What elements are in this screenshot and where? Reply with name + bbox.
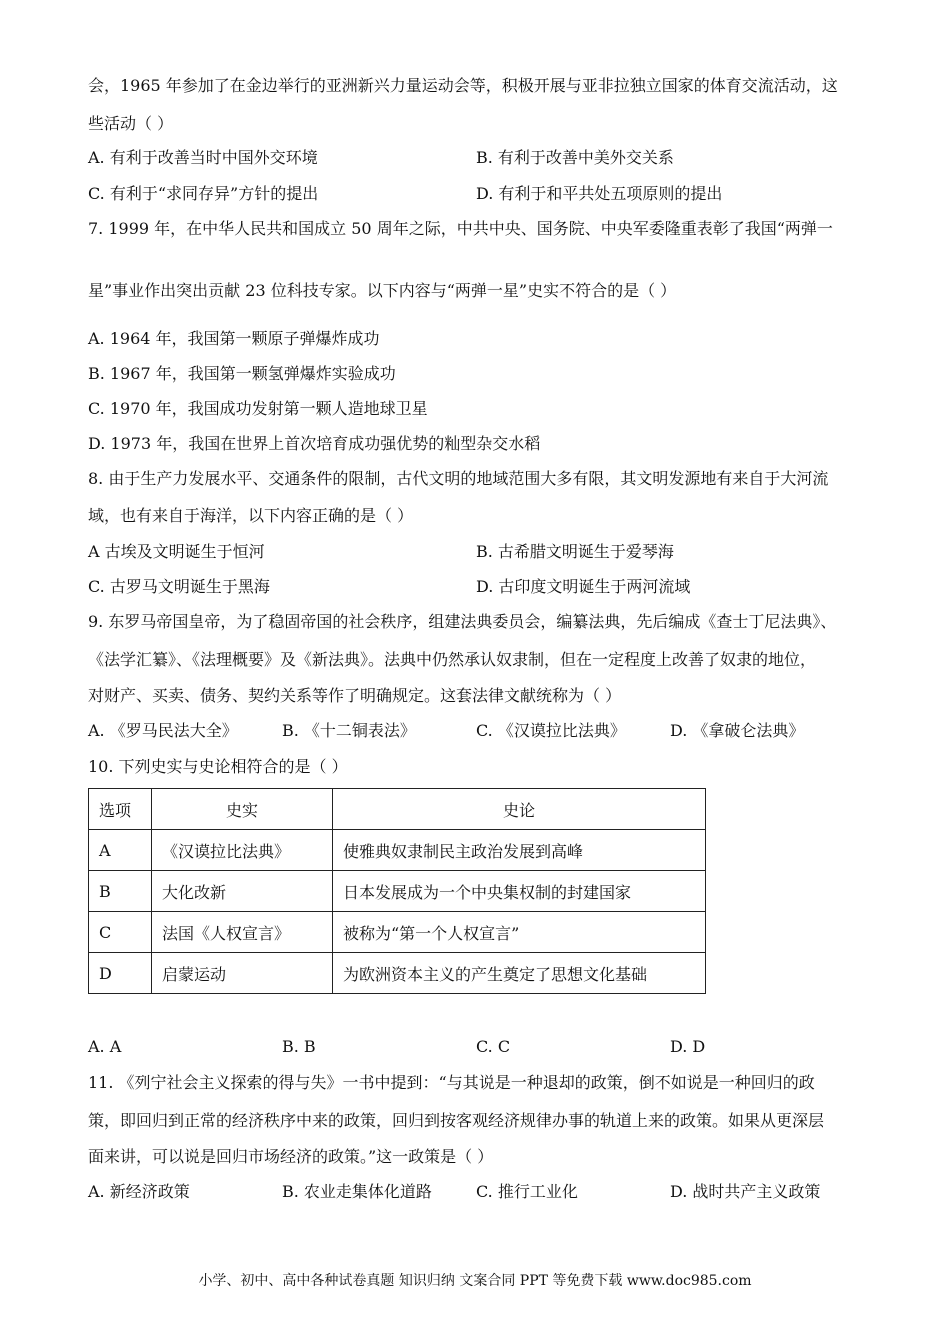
table-header-row	[89, 789, 706, 830]
q8-stem-line2: 域，也有来自于海洋，以下内容正确的是（ ）	[88, 506, 414, 525]
q7-option-c[interactable]: C. 1970 年，我国成功发射第一颗人造地球卫星	[88, 399, 428, 418]
q10-option-c[interactable]: C. C	[476, 1037, 511, 1056]
q9-stem-line3: 对财产、买卖、债务、契约关系等作了明确规定。这套法律文献统称为（ ）	[88, 686, 622, 705]
table-cell: 使雅典奴隶制民主政治发展到高峰	[333, 830, 706, 871]
q8-stem-line1: 8. 由于生产力发展水平、交通条件的限制，古代文明的地域范围大多有限，其文明发源地有来自于大河流	[88, 469, 829, 488]
q8-option-b[interactable]: B. 古希腊文明诞生于爱琴海	[476, 542, 674, 561]
q11-option-a[interactable]: A. 新经济政策	[88, 1182, 190, 1201]
q6-option-c[interactable]: C. 有利于“求同存异”方针的提出	[88, 184, 319, 203]
header-cell: 选项	[89, 789, 152, 830]
table-cell: B	[89, 871, 152, 912]
q7-option-d[interactable]: D. 1973 年，我国在世界上首次培育成功强优势的籼型杂交水稻	[88, 434, 541, 453]
q11-stem-line2: 策，即回归到正常的经济秩序中来的政策，回归到按客观经济规律办事的轨道上来的政策。如果从更深层	[88, 1111, 825, 1130]
table-cell: 启蒙运动	[152, 953, 333, 994]
table-cell: 法国《人权宣言》	[152, 912, 333, 953]
q11-option-b[interactable]: B. 农业走集体化道路	[282, 1182, 432, 1201]
table-row	[89, 953, 706, 994]
q7-option-a[interactable]: A. 1964 年，我国第一颗原子弹爆炸成功	[88, 329, 380, 348]
q11-option-c[interactable]: C. 推行工业化	[476, 1182, 578, 1201]
q9-option-c[interactable]: C. 《汉谟拉比法典》	[476, 721, 626, 740]
table-cell: 被称为“第一个人权宣言”	[333, 912, 706, 953]
table-cell: C	[89, 912, 152, 953]
q7-option-b[interactable]: B. 1967 年，我国第一颗氢弹爆炸实验成功	[88, 364, 396, 383]
page-footer[interactable]: 小学、初中、高中各种试卷真题 知识归纳 文案合同 PPT 等免费下载 www.doc985.com	[198, 1273, 752, 1289]
q6-option-d[interactable]: D. 有利于和平共处五项原则的提出	[476, 184, 723, 203]
q6-stem-line1: 会，1965 年参加了在金边举行的亚洲新兴力量运动会等，积极开展与亚非拉独立国家的体育交流活动，这	[88, 76, 838, 95]
table-cell: 大化改新	[152, 871, 333, 912]
table-cell: 日本发展成为一个中央集权制的封建国家	[333, 871, 706, 912]
q11-stem-line3: 面来讲，可以说是回归市场经济的政策。”这一政策是（ ）	[88, 1147, 494, 1166]
table-row	[89, 912, 706, 953]
table-row	[89, 871, 706, 912]
header-cell: 史实	[152, 789, 333, 830]
q11-option-d[interactable]: D. 战时共产主义政策	[670, 1182, 821, 1201]
q6-option-a[interactable]: A. 有利于改善当时中国外交环境	[88, 148, 318, 167]
q7-stem-line2: 星”事业作出突出贡献 23 位科技专家。以下内容与“两弹一星”史实不符合的是（ ）	[88, 281, 677, 300]
q9-option-b[interactable]: B. 《十二铜表法》	[282, 721, 416, 740]
q10-option-d[interactable]: D. D	[670, 1037, 706, 1056]
table-cell: A	[89, 830, 152, 871]
q7-stem-line1: 7. 1999 年，在中华人民共和国成立 50 周年之际，中共中央、国务院、中央军委隆重表彰了我国“两弹一	[88, 219, 833, 238]
table-cell: 《汉谟拉比法典》	[152, 830, 333, 871]
q10-option-b[interactable]: B. B	[282, 1037, 316, 1056]
q10-table	[88, 788, 706, 994]
q10-option-a[interactable]: A. A	[88, 1037, 122, 1056]
q11-stem-line1: 11. 《列宁社会主义探索的得与失》一书中提到：“与其说是一种退却的政策，倒不如说是一种回归的政	[88, 1073, 815, 1092]
q9-stem-line2: 《法学汇纂》、《法理概要》及《新法典》。法典中仍然承认奴隶制，但在一定程度上改善了奴隶的地位，	[88, 650, 817, 669]
q9-option-d[interactable]: D. 《拿破仑法典》	[670, 721, 805, 740]
q8-option-a[interactable]: A 古埃及文明诞生于恒河	[88, 542, 265, 561]
q6-stem-line2: 些活动（ ）	[88, 114, 174, 133]
q9-option-a[interactable]: A. 《罗马民法大全》	[88, 721, 238, 740]
q9-stem-line1: 9. 东罗马帝国皇帝，为了稳固帝国的社会秩序，组建法典委员会，编纂法典，先后编成《查士丁尼法典》、	[88, 612, 837, 631]
q6-option-b[interactable]: B. 有利于改善中美外交关系	[476, 148, 674, 167]
table-row	[89, 830, 706, 871]
header-cell: 史论	[333, 789, 706, 830]
q10-stem: 10. 下列史实与史论相符合的是（ ）	[88, 757, 348, 776]
table-cell: 为欧洲资本主义的产生奠定了思想文化基础	[333, 953, 706, 994]
q8-option-c[interactable]: C. 古罗马文明诞生于黑海	[88, 577, 270, 596]
q8-option-d[interactable]: D. 古印度文明诞生于两河流域	[476, 577, 691, 596]
table-cell: D	[89, 953, 152, 994]
